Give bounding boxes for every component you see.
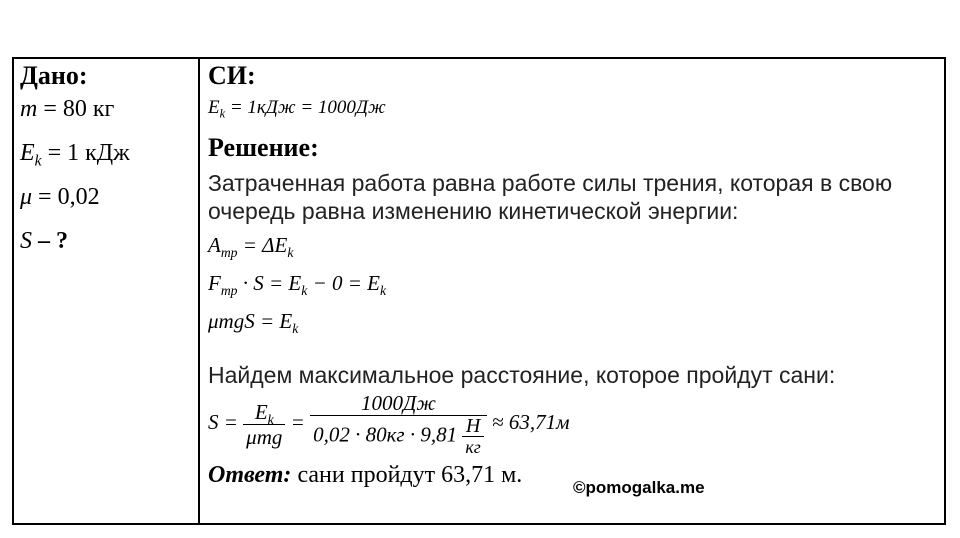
solution-table <box>12 57 946 525</box>
fraction-ek-over-mumg: $\frac{E_k}{\text{μmg}}$ <box>243 400 285 449</box>
formula-mu-m-g-s: $\mu mgS = E_k$ <box>208 309 299 336</box>
fraction-numeric: 1000Дж 0,02 · 80кг · 9,81 $\frac{Н}{кг}$ <box>310 391 487 457</box>
given-column <box>20 61 196 255</box>
answer-label: Ответ: <box>208 462 292 488</box>
given-unknown-distance: S – ? <box>20 228 68 254</box>
given-mass: m = 80 кг <box>20 96 115 122</box>
given-kinetic-energy: $E_k = 1$ кДж <box>20 140 130 170</box>
fraction-newton-per-kg: $\frac{Н}{кг}$ <box>462 416 483 457</box>
watermark: ©pomogalka.me <box>573 478 705 497</box>
answer-text: сани пройдут 63,71 м. <box>291 462 523 488</box>
formula-friction-force: $F_{тр} \cdot S = E_k - 0 = E_k$ <box>208 271 387 298</box>
given-heading: Дано: <box>20 61 88 90</box>
given-friction-coefficient: μ = 0,02 <box>20 184 100 210</box>
si-heading: СИ: <box>208 61 256 90</box>
solution-text-work: Затраченная работа равна работе силы трения, которая в свою очередь равна изменению кинетической энергии: <box>208 170 893 224</box>
si-conversion: $E_k = 1кДж = 1000Дж$ <box>208 97 386 121</box>
solution-text-distance: Найдем максимальное расстояние, которое пройдут сани: <box>208 362 836 388</box>
solution-column <box>208 61 938 489</box>
column-divider <box>198 59 200 523</box>
formula-work-energy: $A_{тр} = \Delta E_k$ <box>208 233 294 260</box>
solution-heading: Решение: <box>208 133 319 162</box>
formula-final-distance: S = $\frac{E_k}{\text{μmg}}$ = 1000Дж 0,02 · 80кг · 9,81 $\frac{Н}{кг}$ ≈ 63,71м <box>208 391 570 457</box>
